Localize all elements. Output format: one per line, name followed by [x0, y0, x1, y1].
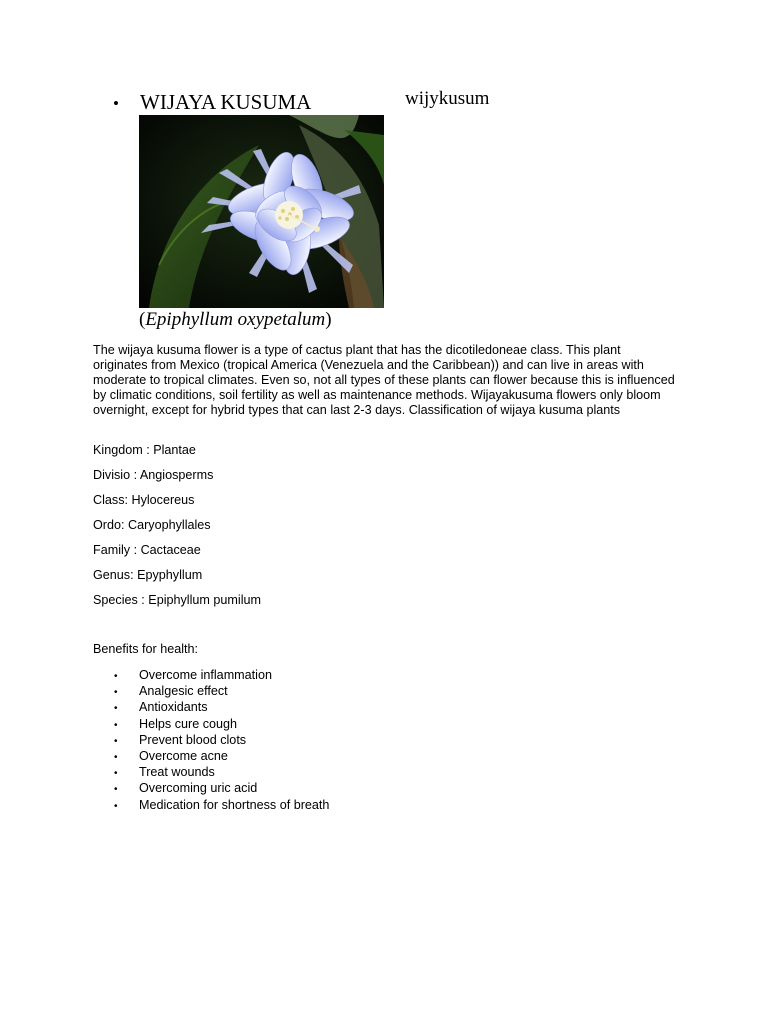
benefit-text: Medication for shortness of breath [139, 797, 330, 812]
list-bullet: • [114, 671, 118, 682]
flower-photo [139, 115, 384, 308]
caption-open-paren: ( [139, 309, 146, 330]
benefit-text: Prevent blood clots [139, 732, 247, 747]
intro-paragraph: The wijaya kusuma flower is a type of cactus plant that has the dicotiledoneae class. This plant originates from Mexico (tropical America (Venezuela and the Caribbean)) and can live in areas with moderate to tropical climates. Even so, not all types of these plants can flower because this is influenced by climatic conditions, soil fertility as well as maintenance methods. Wijayakusuma flowers only bloom overnight, except for hybrid types that can last 2-3 days. Classification of wijaya kusuma plants [93, 343, 675, 417]
list-bullet: • [114, 800, 118, 812]
list-bullet: • [114, 687, 118, 699]
heading-title: WIJAYA KUSUMA [140, 90, 312, 114]
list-item [93, 667, 329, 683]
classification-kingdom: Kingdom : Plantae [93, 443, 196, 457]
caption-close-paren: ) [325, 309, 332, 330]
classification-family: Family : Cactaceae [93, 543, 201, 557]
benefit-text: Overcoming uric acid [139, 781, 258, 796]
list-bullet: • [114, 735, 118, 747]
benefit-text: Overcome inflammation [139, 668, 272, 682]
list-item [93, 683, 329, 699]
classification-species: Species : Epiphyllum pumilum [93, 593, 261, 607]
list-item [93, 780, 329, 796]
list-item [93, 764, 329, 780]
list-bullet: • [114, 719, 118, 731]
list-item [93, 797, 329, 813]
list-bullet: • [114, 784, 118, 796]
classification-ordo: Ordo: Caryophyllales [93, 518, 211, 532]
list-item [93, 716, 329, 732]
benefit-text: Treat wounds [139, 765, 215, 780]
list-item [93, 699, 329, 715]
night-blooming-cereus-image [139, 115, 384, 308]
list-item [93, 732, 329, 748]
benefit-text: Analgesic effect [139, 684, 228, 699]
list-bullet: • [114, 768, 118, 780]
figure-caption [139, 309, 332, 331]
benefits-list [93, 667, 329, 813]
list-bullet: • [114, 751, 118, 763]
classification-divisio: Divisio : Angiosperms [93, 468, 214, 482]
benefit-text: Helps cure cough [139, 716, 238, 731]
benefit-text: Antioxidants [139, 700, 208, 715]
classification-genus: Genus: Epyphyllum [93, 568, 203, 582]
benefits-heading: Benefits for health: [93, 642, 199, 656]
list-item [93, 748, 329, 764]
heading-aside-word: wijykusum [405, 88, 490, 109]
heading-bullet: • [113, 94, 119, 113]
classification-class: Class: Hylocereus [93, 493, 195, 507]
list-bullet: • [114, 703, 118, 715]
caption-species-name: Epiphyllum oxypetalum [145, 309, 326, 330]
benefit-text: Overcome acne [139, 748, 228, 763]
